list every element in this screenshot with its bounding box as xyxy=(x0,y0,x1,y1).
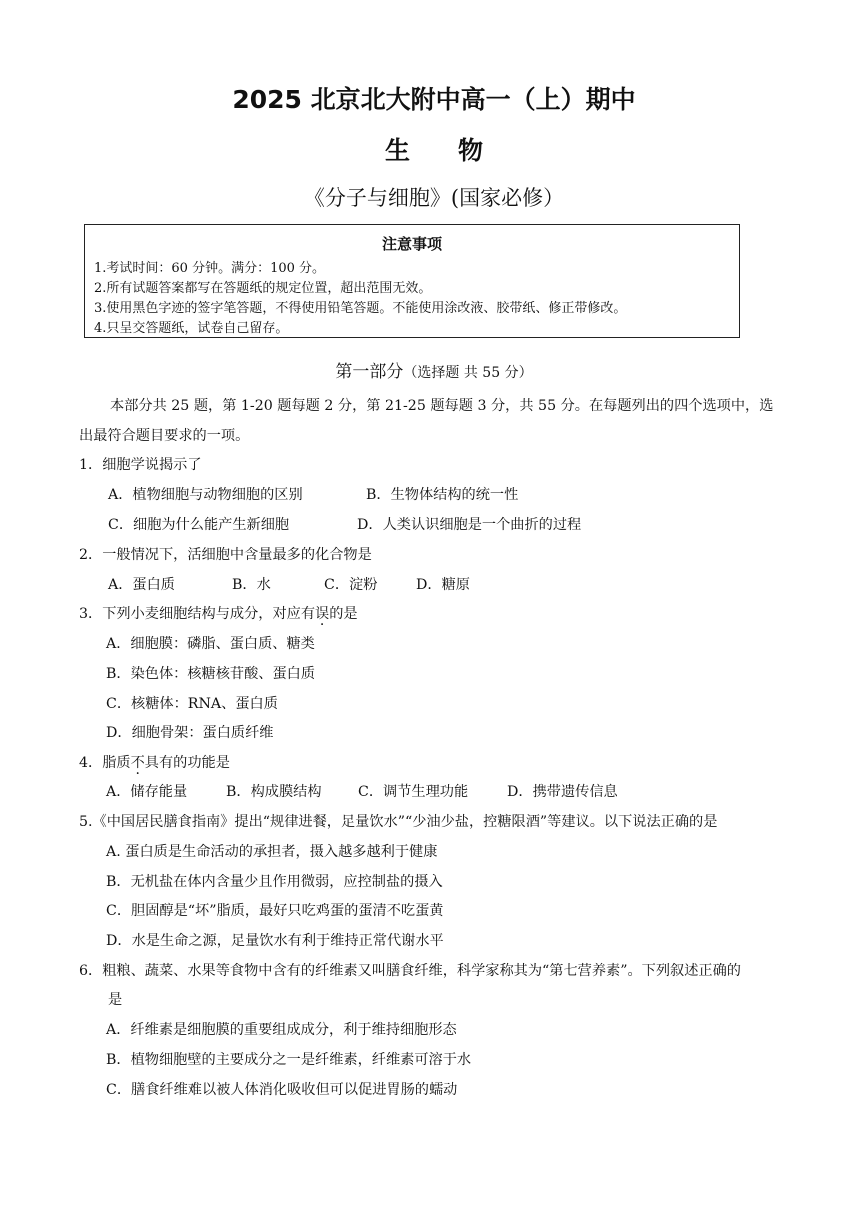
section-subtitle: （选择题 共 55 分） xyxy=(403,365,533,381)
option: A．蛋白质 xyxy=(108,577,175,593)
question-stem-text: 具有的功能是 xyxy=(144,755,230,771)
section-name: 第一部分 xyxy=(335,362,404,382)
option: C．胆固醇是“坏”脂质，最好只吃鸡蛋的蛋清不吃蛋黄 xyxy=(106,903,444,919)
option: A．纤维素是细胞膜的重要组成成分，利于维持细胞形态 xyxy=(106,1022,457,1038)
exam-title: 2025 北京北大附中高一（上）期中 xyxy=(232,85,636,114)
question-stem: 1．细胞学说揭示了 xyxy=(79,457,202,473)
option: C．调节生理功能 xyxy=(358,784,469,800)
notice-heading: 注意事项 xyxy=(381,235,442,253)
option: C．细胞为什么能产生新细胞 xyxy=(108,517,290,533)
question-stem xyxy=(79,752,230,772)
option: A．细胞膜：磷脂、蛋白质、糖类 xyxy=(106,636,315,652)
section-title xyxy=(0,357,868,382)
option: B．无机盐在体内含量少且作用微弱，应控制盐的摄入 xyxy=(106,874,443,890)
option: B．构成膜结构 xyxy=(226,784,322,800)
option: D．水是生命之源，足量饮水有利于维持正常代谢水平 xyxy=(106,933,444,949)
option: B．生物体结构的统一性 xyxy=(366,487,519,503)
option: D．携带遗传信息 xyxy=(507,784,618,800)
option: B．水 xyxy=(232,577,271,593)
question-stem: 2．一般情况下，活细胞中含量最多的化合物是 xyxy=(79,547,372,563)
question-stem-text: 4．脂质 xyxy=(79,755,131,771)
section-intro: 出最符合题目要求的一项。 xyxy=(79,428,250,444)
question-stem: 是 xyxy=(108,992,123,1008)
question-stem: 6．粗粮、蔬菜、水果等食物中含有的纤维素又叫膳食纤维，科学家称其为“第七营养素”。下列叙述正确的 xyxy=(79,963,741,979)
option: D．人类认识细胞是一个曲折的过程 xyxy=(357,517,582,533)
question-stem: 5.《中国居民膳食指南》提出“规律进餐，足量饮水”“少油少盐，控糖限酒”等建议。以下说法正确的是 xyxy=(79,814,718,830)
notice-item: 3.使用黑色字迹的签字笔答题，不得使用铅笔答题。不能使用涂改液、胶带纸、修正带修改。 xyxy=(94,301,627,316)
book-subtitle: 《分子与细胞》(国家必修） xyxy=(303,186,565,210)
option: B．植物细胞壁的主要成分之一是纤维素，纤维素可溶于水 xyxy=(106,1052,472,1068)
emphasized-word: 不 xyxy=(130,755,145,771)
question-stem-text: 3．下列小麦细胞结构与成分，对应有 xyxy=(79,606,316,622)
option: C．淀粉 xyxy=(324,577,378,593)
notice-item: 1.考试时间：60 分钟。满分：100 分。 xyxy=(94,261,326,276)
question-stem-text: 的是 xyxy=(329,606,358,622)
option: A．植物细胞与动物细胞的区别 xyxy=(108,487,303,503)
option: D．细胞骨架：蛋白质纤维 xyxy=(106,725,274,741)
option: A．储存能量 xyxy=(106,784,188,800)
notice-item: 2.所有试题答案都写在答题纸的规定位置，超出范围无效。 xyxy=(94,281,432,296)
question-stem xyxy=(79,603,358,623)
option: C．核糖体：RNA、蛋白质 xyxy=(106,696,278,712)
option: A. 蛋白质是生命活动的承担者，摄入越多越利于健康 xyxy=(106,844,438,860)
option: D．糖原 xyxy=(416,577,470,593)
option: B．染色体：核糖核苷酸、蛋白质 xyxy=(106,666,316,682)
subject-title: 生物 xyxy=(384,136,531,165)
section-intro: 本部分共 25 题，第 1-20 题每题 2 分，第 21-25 题每题 3 分，共 55 分。在每题列出的四个选项中，选 xyxy=(110,398,774,414)
notice-box xyxy=(84,224,740,338)
emphasized-word: 误 xyxy=(315,606,330,622)
notice-item: 4.只呈交答题纸，试卷自己留存。 xyxy=(94,321,289,336)
option: C．膳食纤维难以被人体消化吸收但可以促进胃肠的蠕动 xyxy=(106,1082,458,1098)
